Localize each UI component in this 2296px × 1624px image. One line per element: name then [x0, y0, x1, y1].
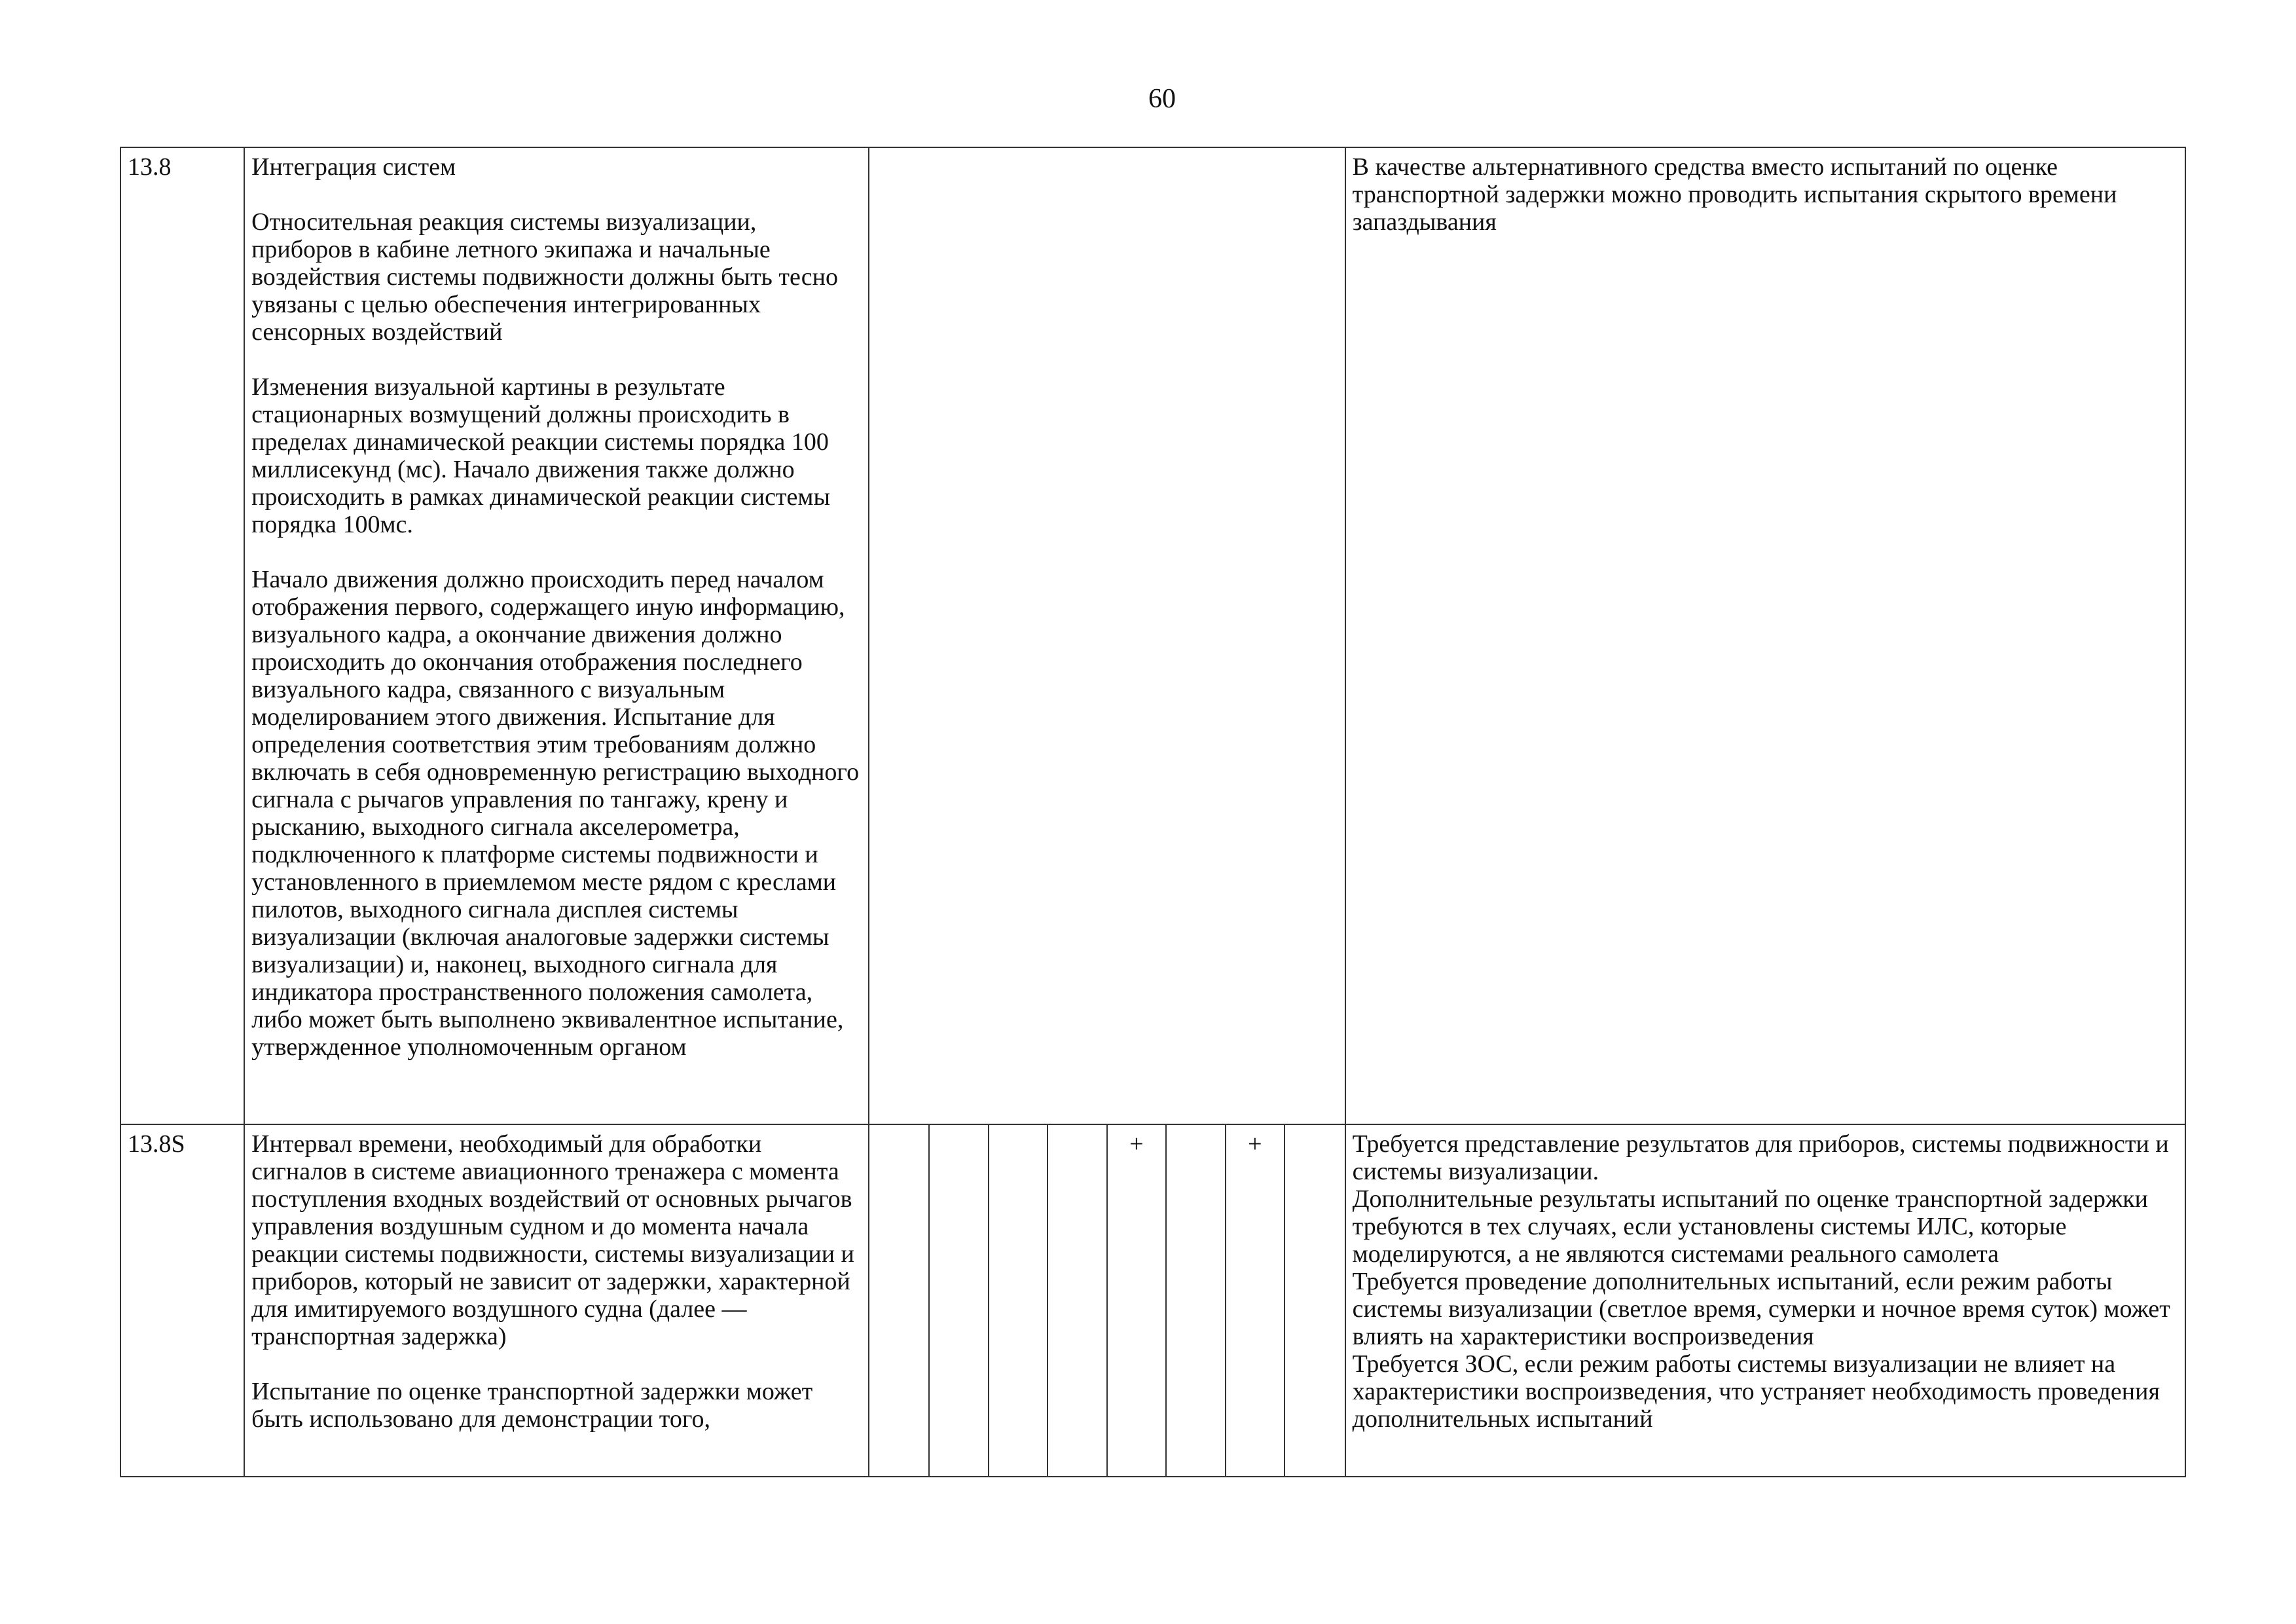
note-cell	[1345, 147, 2185, 1124]
mark-cell	[1048, 1124, 1107, 1477]
mark-cell	[989, 1124, 1048, 1477]
row-number: 13.8S	[120, 1124, 244, 1477]
table-row	[120, 1124, 2185, 1477]
note-paragraph: Требуется ЗОС, если режим работы системы визуализации не влияет на характеристики воспроизведения, что устраняет необходимость проведения дополнительных испытаний	[1352, 1350, 2160, 1433]
requirement-cell	[244, 147, 868, 1124]
mark-cell	[929, 1124, 989, 1477]
requirement-title: Интеграция систем	[251, 153, 456, 181]
requirement-cell	[244, 1124, 868, 1477]
mark-cell: +	[1107, 1124, 1167, 1477]
requirements-table	[120, 147, 2186, 1477]
note-paragraph: Требуется проведение дополнительных испытаний, если режим работы системы визуализации (светлое время, сумерки и ночное время суток) может влиять на характеристики воспроизведения	[1352, 1268, 2170, 1350]
requirement-paragraph: Интервал времени, необходимый для обработки сигналов в системе авиационного тренажера с момента поступления входных воздействий от основных рычагов управления воздушным судном и до момента начала реакции системы подвижности, системы визуализации и приборов, который не зависит от задержки, характерной для имитируемого воздушного судна (далее — транспортная задержка)	[251, 1130, 854, 1350]
requirement-paragraph: Относительная реакция системы визуализации, приборов в кабине летного экипажа и начальные воздействия системы подвижности должны быть тесно увязаны с целью обеспечения интегрированных сенсорных воздействий	[251, 208, 839, 346]
mark-cell	[1285, 1124, 1345, 1477]
note-paragraph: В качестве альтернативного средства вместо испытаний по оценке транспортной задержки можно проводить испытания скрытого времени запаздывания	[1352, 153, 2117, 236]
mark-cell: +	[1226, 1124, 1285, 1477]
page-number: 60	[1148, 84, 1176, 114]
requirement-paragraph: Изменения визуальной картины в результате стационарных возмущений должны происходить в пределах динамической реакции системы порядка 100 миллисекунд (мс). Начало движения также должно происходить в рамках динамической реакции системы порядка 100мс.	[251, 373, 830, 538]
table-row	[120, 147, 2185, 1124]
mark-cell	[1166, 1124, 1226, 1477]
note-paragraph: Требуется представление результатов для приборов, системы подвижности и системы визуализации.	[1352, 1130, 2169, 1185]
mark-cell	[869, 1124, 930, 1477]
merged-marks-cell	[869, 147, 1345, 1124]
requirement-paragraph: Начало движения должно происходить перед началом отображения первого, содержащего иную информацию, визуального кадра, а окончание движения должно происходить до окончания отображения последнего визуального кадра, связанного с визуальным моделированием этого движения. Испытание для определения соответствия этим требованиям должно включать в себя одновременную регистрацию выходного сигнала с рычагов управления по тангажу, крену и рысканию, выходного сигнала акселерометра, подключенного к платформе системы подвижности и установленного в приемлемом месте рядом с креслами пилотов, выходного сигнала дисплея системы визуализации (включая аналоговые задержки системы визуализации) и, наконец, выходного сигнала для индикатора пространственного положения самолета, либо может быть выполнено эквивалентное испытание, утвержденное уполномоченным органом	[251, 566, 860, 1061]
note-cell	[1345, 1124, 2185, 1477]
requirement-paragraph: Испытание по оценке транспортной задержки может быть использовано для демонстрации того,	[251, 1378, 813, 1433]
note-paragraph: Дополнительные результаты испытаний по оценке транспортной задержки требуются в тех случаях, если установлены системы ИЛС, которые моделируются, а не являются системами реального самолета	[1352, 1185, 2148, 1268]
row-number: 13.8	[120, 147, 244, 1124]
